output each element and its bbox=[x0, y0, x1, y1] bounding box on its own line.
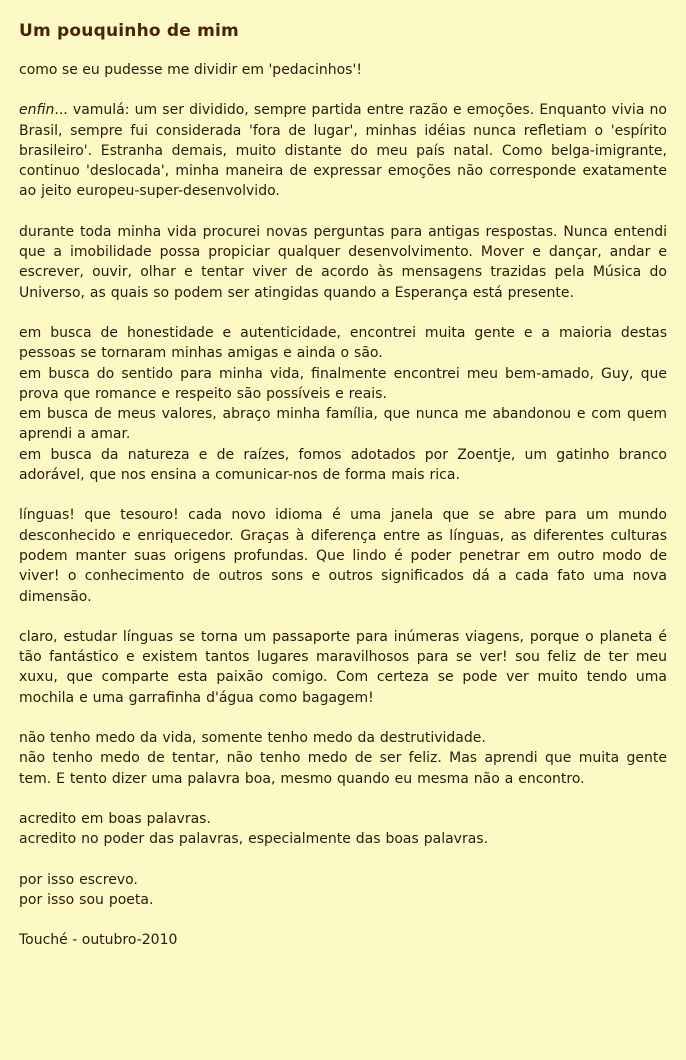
paragraph-em-busca bbox=[19, 323, 667, 485]
paragraph-enfin bbox=[19, 100, 667, 201]
page-title: Um pouquinho de mim bbox=[19, 21, 239, 41]
enfin-word: enfin bbox=[19, 102, 55, 119]
em-busca-line: em busca da natureza e de raízes, fomos adotados por Zoentje, um gatinho branco adorável, que nos ensina a comunicar-nos de forma mais rica. bbox=[19, 446, 667, 484]
medo-line: não tenho medo da vida, somente tenho medo da destrutividade. bbox=[19, 730, 486, 747]
em-busca-line: em busca de honestidade e autenticidade, encontrei muita gente e a maioria destas pessoas se tornaram minhas amigas e ainda o são. bbox=[19, 324, 667, 362]
por-isso-line: por isso sou poeta. bbox=[19, 891, 154, 908]
paragraph-por-isso bbox=[19, 870, 667, 911]
paragraph-medo bbox=[19, 728, 667, 789]
intro-line: como se eu pudesse me dividir em 'pedacinhos'! bbox=[19, 62, 362, 78]
paragraph-perguntas: durante toda minha vida procurei novas perguntas para antigas respostas. Nunca entendi que a imobilidade possa propiciar qualquer desenvolvimento. Mover e dançar, andar e escrever, ouvir, olhar e tentar viver de acordo às mensagens trazidas pela Música do Universo, as quais so podem ser atingidas quando a Esperança está presente. bbox=[19, 223, 667, 301]
signature: Touché - outubro-2010 bbox=[19, 932, 178, 949]
medo-line: não tenho medo de tentar, não tenho medo de ser feliz. Mas aprendi que muita gente tem. E tento dizer uma palavra boa, mesmo quando eu mesma não a encontro. bbox=[19, 750, 667, 787]
acredito-line: acredito em boas palavras. bbox=[19, 810, 211, 827]
por-isso-line: por isso escrevo. bbox=[19, 871, 138, 888]
paragraph-acredito bbox=[19, 809, 667, 850]
paragraph-viagens: claro, estudar línguas se torna um passaporte para inúmeras viagens, porque o planeta é tão fantástico e existem tantos lugares maravilhosos para se ver! sou feliz de ter meu xuxu, que comparte esta paixão comigo. Com certeza se pode ver muito tendo uma mochila e uma garrafinha d'água como bagagem! bbox=[19, 628, 667, 706]
em-busca-line: em busca do sentido para minha vida, finalmente encontrei meu bem-amado, Guy, que prova que romance e respeito são possíveis e reais. bbox=[19, 365, 667, 402]
paragraph-enfin-text: ... vamulá: um ser dividido, sempre partida entre razão e emoções. Enquanto vivia no Brasil, sempre fui considerada 'fora de lugar', minhas idéias nunca refletiam o 'espírito brasileiro'. Estranha demais, muito distante do meu país natal. Como belga-imigrante, continuo 'deslocada', minha maneira de expressar emoções não corresponde exatamente ao jeito europeu-super-desenvolvido. bbox=[19, 102, 667, 200]
acredito-line: acredito no poder das palavras, especialmente das boas palavras. bbox=[19, 831, 489, 848]
paragraph-linguas: línguas! que tesouro! cada novo idioma é uma janela que se abre para um mundo desconhecido e enriquecedor. Graças à diferença entre as línguas, as diferentes culturas podem manter suas origens profundas. Que lindo é poder penetrar em outro modo de viver! o conhecimento de outros sons e outros significados dá a cada fato uma nova dimensão. bbox=[19, 507, 667, 605]
em-busca-line: em busca de meus valores, abraço minha família, que nunca me abandonou e com quem aprendi a amar. bbox=[19, 406, 667, 443]
